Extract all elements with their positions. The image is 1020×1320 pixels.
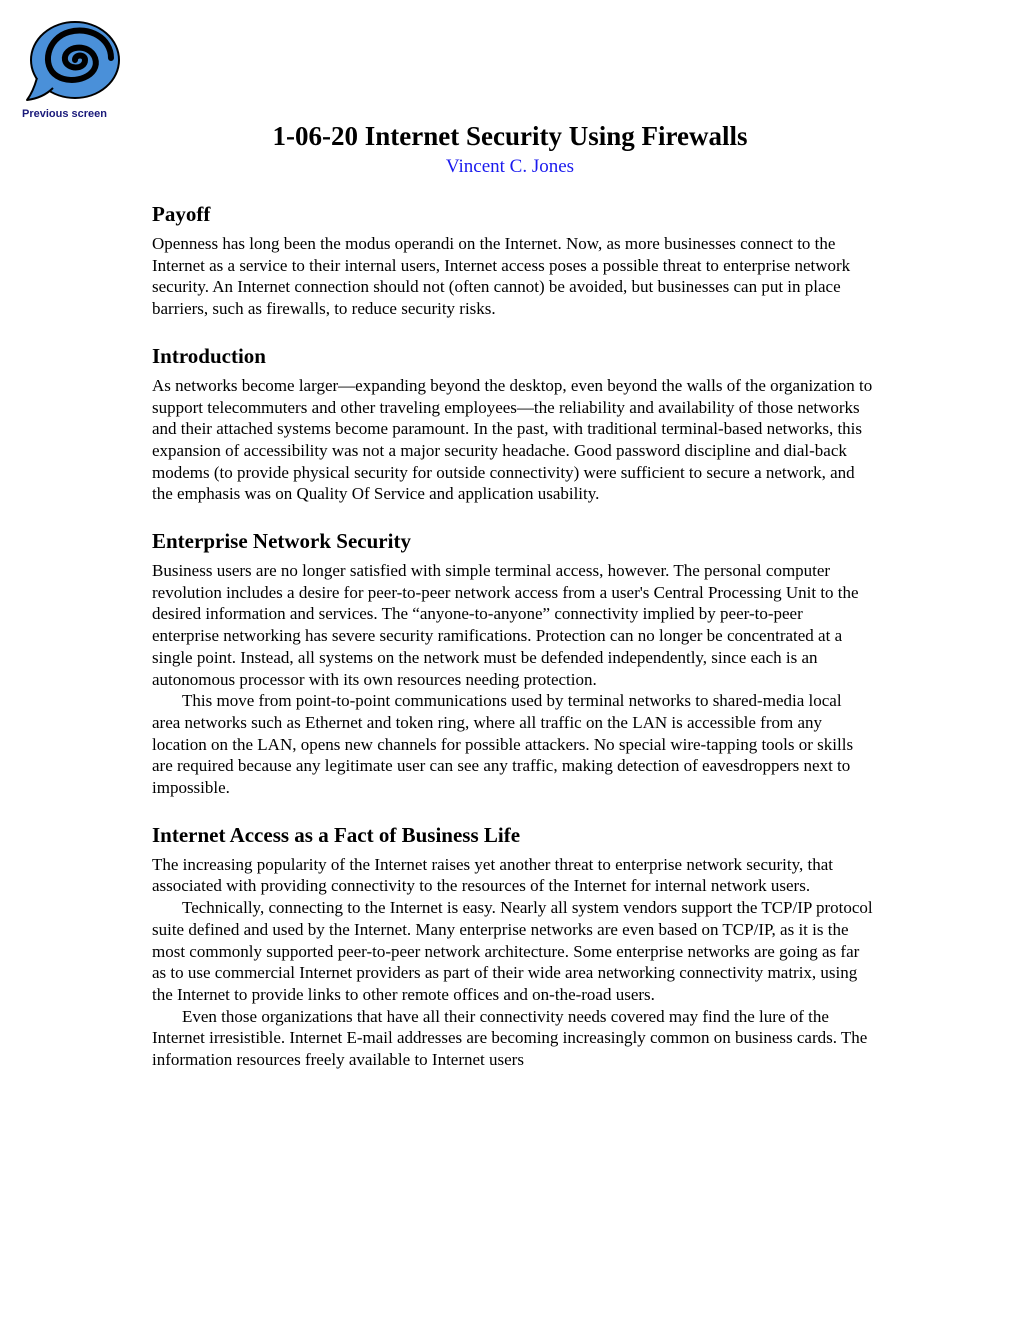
paragraph: Even those organizations that have all their connectivity needs covered may find the lure of the Internet irresistible. Internet E-mail addresses are becoming increasingly common on business cards. The information resources freely available to Internet users (152, 1006, 868, 1070)
spiral-logo-icon[interactable] (23, 20, 121, 104)
section-payoff (152, 200, 874, 320)
section-enterprise-network-security (152, 527, 874, 799)
section-internet-access (152, 821, 874, 1071)
document-title: 1-06-20 Internet Security Using Firewalls (272, 121, 748, 151)
previous-screen-label[interactable]: Previous screen (22, 108, 107, 120)
paragraph: This move from point-to-point communications used by terminal networks to shared-media local area networks such as Ethernet and token ring, where all traffic on the LAN is accessible from any location on the LAN, opens new channels for possible attackers. No special wire-tapping tools or skills are required because any legitimate user can see any traffic, making detection of eavesdroppers next to impossible. (152, 691, 854, 798)
section-introduction (152, 342, 874, 505)
section-heading: Enterprise Network Security (152, 529, 411, 554)
section-heading: Introduction (152, 343, 266, 368)
section-heading: Payoff (152, 202, 211, 226)
paragraph: Business users are no longer satisfied with simple terminal access, however. The personal computer revolution includes a desire for peer-to-peer network access from a user's Central Processing Unit to the desired information and services. The “anyone-to-anyone” connectivity implied by peer-to-peer enterprise networking has severe security ramifications. Protection can no longer be concentrated at a single point. Instead, all systems on the network must be defended independently, since each is an autonomous processor with its own resources needing protection. (152, 561, 859, 689)
document-author: Vincent C. Jones (445, 156, 575, 177)
section-heading: Internet Access as a Fact of Business Life (152, 822, 521, 847)
paragraph: As networks become larger—expanding beyond the desktop, even beyond the walls of the organization to support telecommuters and other traveling employees—the reliability and availability of those networks and their attached systems become paramount. In the past, with traditional terminal-based networks, this expansion of accessibility was not a major security headache. Good password discipline and dial-back modems (to provide physical security for outside connectivity) were sufficient to secure a network, and the emphasis was on Quality Of Service and application usability. (152, 375, 873, 504)
article-body (152, 200, 874, 1093)
previous-screen-link[interactable] (22, 20, 126, 120)
paragraph: Technically, connecting to the Internet is easy. Nearly all system vendors support the TCP/IP protocol suite defined and used by the Internet. Many enterprise networks are even based on TCP/IP, as it is the most commonly supported peer-to-peer network architecture. Some enterprise networks are going as far as to use commercial Internet providers as part of their wide area networking connectivity matrix, using the Internet to provide links to other remote offices and on-the-road users. (152, 898, 873, 1004)
paragraph: The increasing popularity of the Internet raises yet another threat to enterprise network security, that associated with providing connectivity to the resources of the Internet for internal network users. (152, 854, 834, 896)
paragraph: Openness has long been the modus operandi on the Internet. Now, as more businesses connect to the Internet as a service to their internal users, Internet access poses a possible threat to enterprise network security. An Internet connection should not (often cannot) be avoided, but businesses can put in place barriers, such as firewalls, to reduce security risks. (152, 234, 851, 319)
